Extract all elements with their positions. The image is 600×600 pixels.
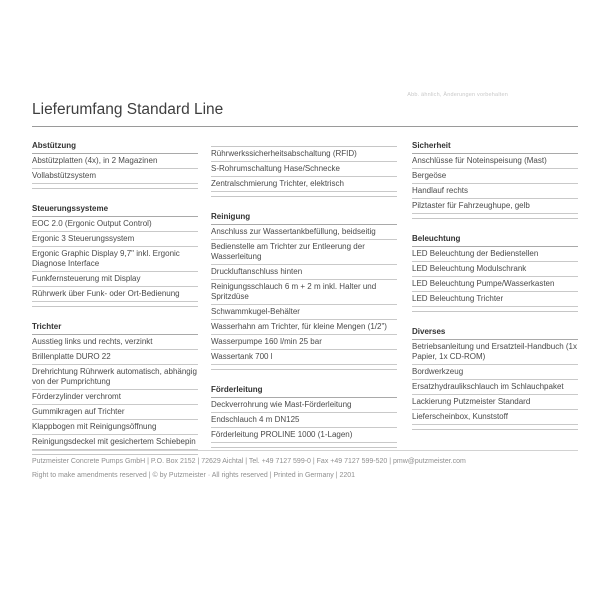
list-item: Reinigungsschlauch 6 m + 2 m inkl. Halter und Spritzdüse: [211, 280, 397, 305]
section-header: Steuerungssysteme: [32, 202, 198, 217]
section-abst-tzung: [32, 139, 198, 189]
section-continued: [211, 146, 397, 197]
list-item: Ergonic Graphic Display 9,7" inkl. Ergonic Diagnose Interface: [32, 247, 198, 272]
list-item: Förderleitung PROLINE 1000 (1-Lagen): [211, 428, 397, 443]
list-item: Bergeöse: [412, 169, 578, 184]
list-item: LED Beleuchtung Pumpe/Wasserkasten: [412, 277, 578, 292]
section-diverses: [412, 325, 578, 430]
section-beleuchtung: [412, 232, 578, 312]
list-item: Rührwerk über Funk- oder Ort-Bedienung: [32, 287, 198, 302]
list-item: Ergonic 3 Steuerungssystem: [32, 232, 198, 247]
section-reinigung: [211, 210, 397, 370]
list-item: Handlauf rechts: [412, 184, 578, 199]
list-item: Abstützplatten (4x), in 2 Magazinen: [32, 154, 198, 169]
list-item: Klappbogen mit Reinigungsöffnung: [32, 420, 198, 435]
list-item: Druckluftanschluss hinten: [211, 265, 397, 280]
list-item: EOC 2.0 (Ergonic Output Control): [32, 217, 198, 232]
list-item: Lackierung Putzmeister Standard: [412, 395, 578, 410]
list-item: Betriebsanleitung und Ersatzteil-Handbuch (1x Papier, 1x CD-ROM): [412, 340, 578, 365]
section-header: Reinigung: [211, 210, 397, 225]
title-divider: [32, 126, 578, 127]
list-item: Anschlüsse für Noteinspeisung (Mast): [412, 154, 578, 169]
list-item: Gummikragen auf Trichter: [32, 405, 198, 420]
list-item: Anschluss zur Wassertankbefüllung, beidseitig: [211, 225, 397, 240]
content-columns: [32, 139, 578, 468]
section-header: Förderleitung: [211, 383, 397, 398]
list-item: Brillenplatte DURO 22: [32, 350, 198, 365]
footer-rights-line: Right to make amendments reserved | © by Putzmeister · All rights reserved | Printed in Germany | 2201: [32, 472, 356, 479]
section-trichter: [32, 320, 198, 455]
list-item: Ausstieg links und rechts, verzinkt: [32, 335, 198, 350]
section-header: Trichter: [32, 320, 198, 335]
list-item: Lieferscheinbox, Kunststoff: [412, 410, 578, 425]
list-item: Ersatzhydraulikschlauch im Schlauchpaket: [412, 380, 578, 395]
list-item: Zentralschmierung Trichter, elektrisch: [211, 177, 397, 192]
list-item: Schwammkugel-Behälter: [211, 305, 397, 320]
list-item: Wasserhahn am Trichter, für kleine Mengen (1/2"): [211, 320, 397, 335]
list-item: Rührwerkssicherheitsabschaltung (RFID): [211, 147, 397, 162]
column-right: [412, 139, 578, 443]
list-item: Bordwerkzeug: [412, 365, 578, 380]
section-sicherheit: [412, 139, 578, 219]
list-item: Reinigungsdeckel mit gesichertem Schiebepin: [32, 435, 198, 450]
footer: [32, 450, 578, 480]
list-item: Deckverrohrung wie Mast-Förderleitung: [211, 398, 397, 413]
list-item: Bedienstelle am Trichter zur Entleerung der Wasserleitung: [211, 240, 397, 265]
section-header: Sicherheit: [412, 139, 578, 154]
list-item: LED Beleuchtung der Bedienstellen: [412, 247, 578, 262]
page-header-note: Abb. ähnlich, Änderungen vorbehalten: [407, 92, 508, 98]
list-item: Drehrichtung Rührwerk automatisch, abhängig von der Pumprichtung: [32, 365, 198, 390]
list-item: LED Beleuchtung Modulschrank: [412, 262, 578, 277]
section-f-rderleitung: [211, 383, 397, 448]
list-item: Förderzylinder verchromt: [32, 390, 198, 405]
list-item: Funkfernsteuerung mit Display: [32, 272, 198, 287]
column-left: [32, 139, 198, 468]
list-item: Endschlauch 4 m DN125: [211, 413, 397, 428]
list-item: LED Beleuchtung Trichter: [412, 292, 578, 307]
section-steuerungssysteme: [32, 202, 198, 307]
page-title: Lieferumfang Standard Line: [32, 101, 224, 118]
section-header: Abstützung: [32, 139, 198, 154]
section-header: Diverses: [412, 325, 578, 340]
section-header: Beleuchtung: [412, 232, 578, 247]
list-item: Wassertank 700 l: [211, 350, 397, 365]
footer-company-line: Putzmeister Concrete Pumps GmbH | P.O. Box 2152 | 72629 Aichtal | Tel. +49 7127 599-0 | Fax +49 7127 599-520 | pmw@putzmeister.com: [32, 458, 466, 465]
list-item: Vollabstützsystem: [32, 169, 198, 184]
column-middle: [211, 139, 397, 461]
list-item: S-Rohrumschaltung Hase/Schnecke: [211, 162, 397, 177]
list-item: Wasserpumpe 160 l/min 25 bar: [211, 335, 397, 350]
list-item: Pilztaster für Fahrzeughupe, gelb: [412, 199, 578, 214]
